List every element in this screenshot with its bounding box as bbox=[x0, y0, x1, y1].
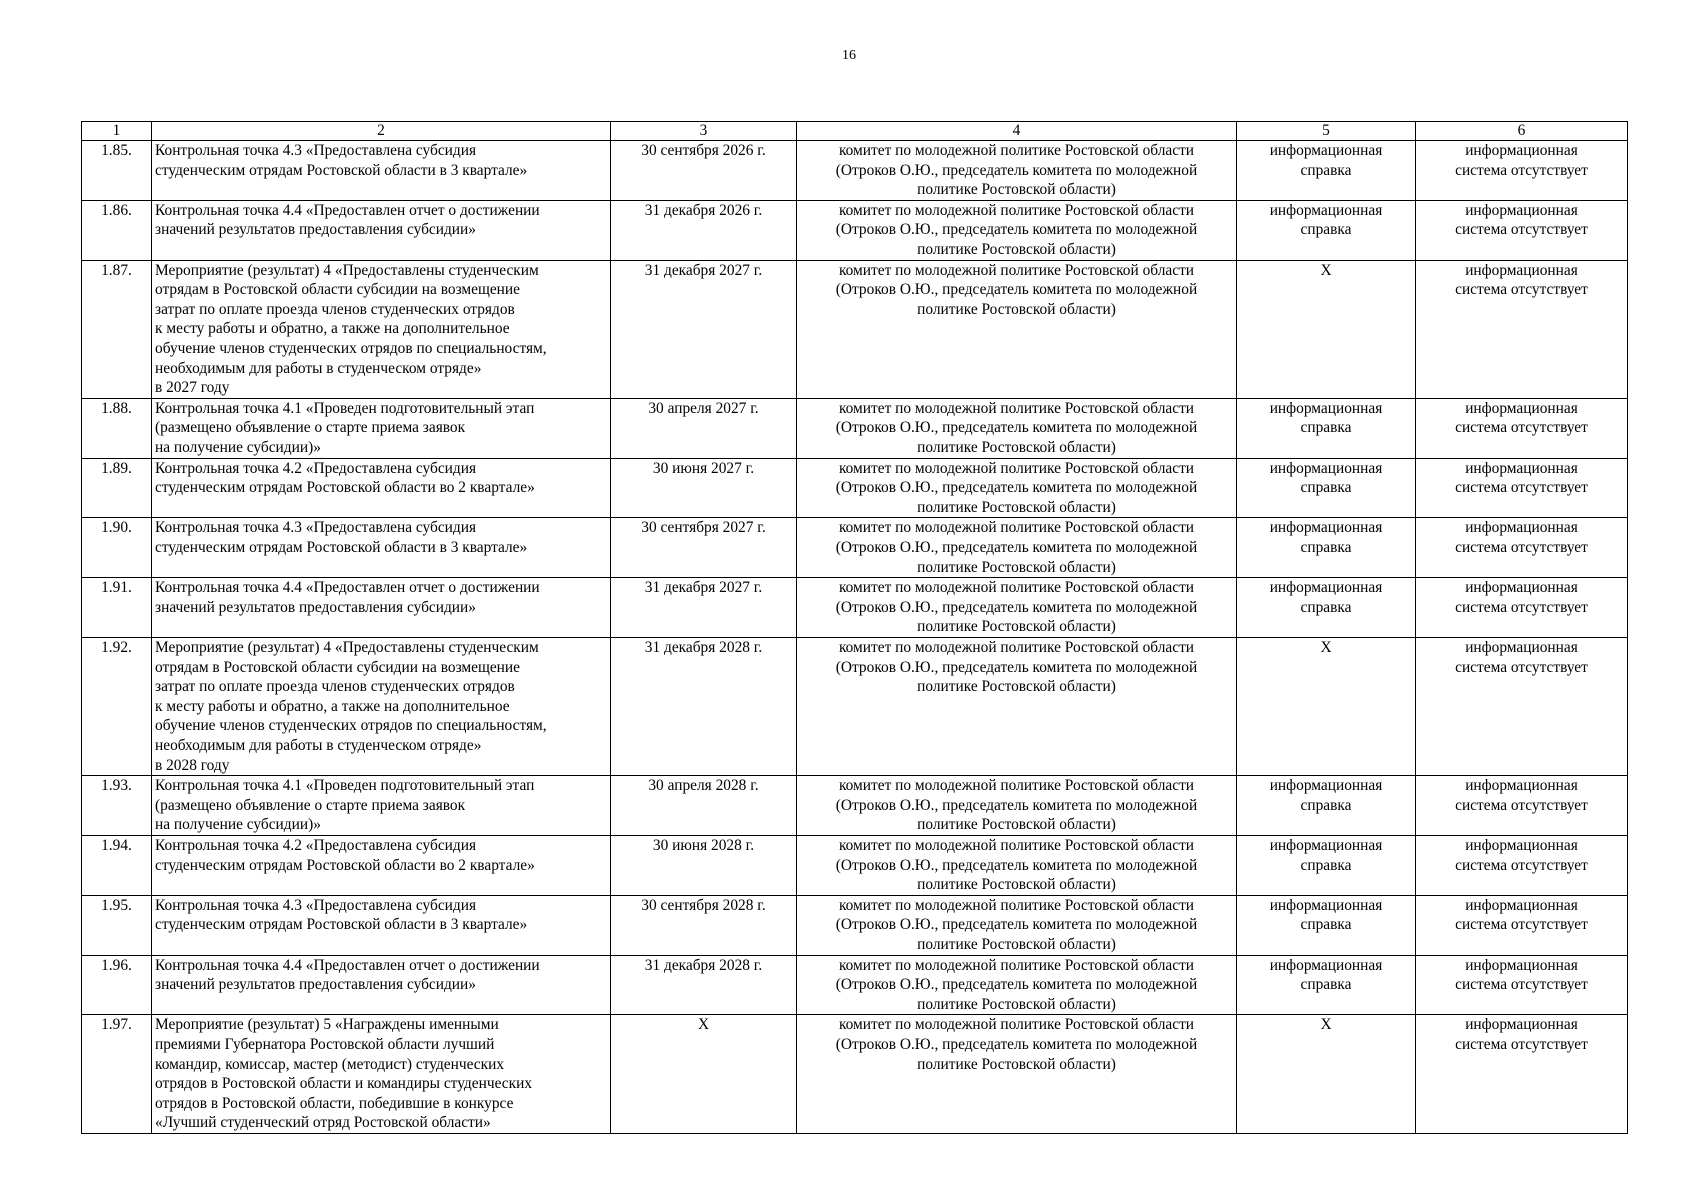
event-name-cell bbox=[152, 398, 611, 458]
responsible-line: (Отроков О.Ю., председатель комитета по молодежной bbox=[835, 538, 1198, 556]
responsible-cell bbox=[797, 200, 1237, 260]
event-name-line: Контрольная точка 4.3 «Предоставлена субсидия bbox=[155, 142, 477, 159]
table-row bbox=[82, 200, 1628, 260]
plan-table-body bbox=[82, 122, 1628, 1134]
event-name-line: Контрольная точка 4.2 «Предоставлена субсидия bbox=[155, 459, 477, 477]
responsible-line: политике Ростовской области) bbox=[917, 438, 1116, 456]
responsible-line: (Отроков О.Ю., председатель комитета по молодежной bbox=[835, 281, 1198, 299]
row-number-cell: 1.91. bbox=[82, 578, 152, 638]
page-number: 16 bbox=[842, 48, 856, 63]
responsible-cell bbox=[797, 398, 1237, 458]
responsible-cell bbox=[797, 260, 1237, 398]
row-number-cell: 1.96. bbox=[82, 955, 152, 1015]
responsible-cell bbox=[797, 578, 1237, 638]
responsible-line: (Отроков О.Ю., председатель комитета по молодежной bbox=[835, 479, 1198, 497]
info-system-cell bbox=[1416, 141, 1628, 201]
document-line: информационная bbox=[1269, 142, 1383, 159]
table-row bbox=[82, 141, 1628, 201]
deadline-cell: 30 сентября 2028 г. bbox=[611, 895, 797, 955]
responsible-cell bbox=[797, 955, 1237, 1015]
info-system-line: система отсутствует bbox=[1455, 161, 1588, 179]
document-line: информационная bbox=[1269, 519, 1383, 537]
table-row bbox=[82, 776, 1628, 836]
responsible-cell bbox=[797, 637, 1237, 775]
info-system-line: информационная bbox=[1465, 519, 1578, 537]
document-line: информационная bbox=[1269, 777, 1383, 795]
info-system-line: система отсутствует bbox=[1455, 796, 1588, 814]
responsible-line: политике Ростовской области) bbox=[917, 678, 1116, 696]
info-system-line: система отсутствует bbox=[1455, 976, 1588, 994]
document-cell bbox=[1237, 578, 1416, 638]
event-name-line: к месту работы и обратно, а также на дополнительное bbox=[155, 697, 510, 715]
row-number-cell: 1.89. bbox=[82, 458, 152, 518]
row-number-cell: 1.95. bbox=[82, 895, 152, 955]
deadline-cell: 31 декабря 2026 г. bbox=[611, 200, 797, 260]
responsible-line: (Отроков О.Ю., председатель комитета по молодежной bbox=[835, 598, 1198, 616]
document-line: справка bbox=[1300, 538, 1352, 556]
document-line: информационная bbox=[1269, 459, 1383, 477]
info-system-line: система отсутствует bbox=[1455, 538, 1588, 556]
event-name-line: на получение субсидии)» bbox=[155, 438, 321, 456]
deadline-cell: X bbox=[611, 1015, 797, 1134]
responsible-line: комитет по молодежной политике Ростовской области bbox=[838, 399, 1195, 417]
info-system-cell bbox=[1416, 637, 1628, 775]
responsible-cell bbox=[797, 518, 1237, 578]
responsible-cell bbox=[797, 1015, 1237, 1134]
info-system-line: система отсутствует bbox=[1455, 658, 1588, 676]
document-cell bbox=[1237, 1015, 1416, 1134]
info-system-cell bbox=[1416, 1015, 1628, 1134]
row-number-cell: 1.93. bbox=[82, 776, 152, 836]
info-system-line: информационная bbox=[1465, 399, 1578, 417]
document-cell bbox=[1237, 518, 1416, 578]
event-name-line: студенческим отрядам Ростовской области во 2 квартале» bbox=[155, 856, 535, 874]
event-name-line: «Лучший студенческий отряд Ростовской области» bbox=[155, 1114, 491, 1132]
event-name-line: на получение субсидии)» bbox=[155, 816, 321, 834]
responsible-line: (Отроков О.Ю., председатель комитета по молодежной bbox=[835, 916, 1198, 934]
responsible-cell bbox=[797, 776, 1237, 836]
info-system-line: система отсутствует bbox=[1455, 281, 1588, 299]
row-number-cell: 1.94. bbox=[82, 835, 152, 895]
responsible-line: политике Ростовской области) bbox=[917, 558, 1116, 576]
table-row bbox=[82, 260, 1628, 398]
event-name-line: студенческим отрядам Ростовской области в 3 квартале» bbox=[155, 916, 528, 934]
info-system-line: информационная bbox=[1465, 896, 1578, 914]
event-name-line: затрат по оплате проезда членов студенческих отрядов bbox=[155, 678, 515, 696]
responsible-line: (Отроков О.Ю., председатель комитета по молодежной bbox=[835, 976, 1198, 994]
row-number-cell: 1.90. bbox=[82, 518, 152, 578]
document-cell bbox=[1237, 458, 1416, 518]
deadline-cell: 31 декабря 2027 г. bbox=[611, 260, 797, 398]
info-system-cell bbox=[1416, 955, 1628, 1015]
document-line: X bbox=[1320, 638, 1332, 656]
responsible-cell bbox=[797, 835, 1237, 895]
table-header-row bbox=[82, 122, 1628, 141]
deadline-cell: 31 декабря 2027 г. bbox=[611, 578, 797, 638]
document-line: справка bbox=[1300, 419, 1352, 437]
info-system-line: информационная bbox=[1465, 201, 1578, 219]
responsible-line: (Отроков О.Ю., председатель комитета по молодежной bbox=[835, 1035, 1198, 1053]
document-line: X bbox=[1320, 261, 1332, 279]
responsible-line: политике Ростовской области) bbox=[917, 181, 1116, 199]
event-name-line: отрядов в Ростовской области, победившие в конкурсе bbox=[155, 1094, 514, 1112]
deadline-cell: 30 апреля 2028 г. bbox=[611, 776, 797, 836]
info-system-cell bbox=[1416, 895, 1628, 955]
deadline-cell: 30 июня 2027 г. bbox=[611, 458, 797, 518]
event-name-cell bbox=[152, 835, 611, 895]
responsible-line: политике Ростовской области) bbox=[917, 935, 1116, 953]
info-system-line: информационная bbox=[1465, 638, 1578, 656]
document-cell bbox=[1237, 260, 1416, 398]
responsible-cell bbox=[797, 895, 1237, 955]
event-name-cell bbox=[152, 458, 611, 518]
event-name-line: затрат по оплате проезда членов студенческих отрядов bbox=[155, 300, 515, 318]
document-line: информационная bbox=[1269, 896, 1383, 914]
event-name-line: в 2028 году bbox=[155, 756, 230, 774]
table-row bbox=[82, 955, 1628, 1015]
info-system-cell bbox=[1416, 578, 1628, 638]
event-name-line: Контрольная точка 4.4 «Предоставлен отчет о достижении bbox=[155, 956, 540, 974]
plan-table bbox=[81, 121, 1628, 1134]
table-row bbox=[82, 578, 1628, 638]
event-name-line: отрядам в Ростовской области субсидии на возмещение bbox=[155, 658, 520, 676]
document-line: X bbox=[1320, 1016, 1332, 1034]
document-line: информационная bbox=[1269, 201, 1383, 219]
table-row bbox=[82, 1015, 1628, 1134]
info-system-line: информационная bbox=[1465, 142, 1578, 159]
info-system-line: система отсутствует bbox=[1455, 479, 1588, 497]
event-name-cell bbox=[152, 955, 611, 1015]
responsible-line: комитет по молодежной политике Ростовской области bbox=[838, 261, 1195, 279]
event-name-cell bbox=[152, 141, 611, 201]
document-line: справка bbox=[1300, 856, 1352, 874]
document-line: информационная bbox=[1269, 956, 1383, 974]
responsible-line: комитет по молодежной политике Ростовской области bbox=[838, 836, 1195, 854]
event-name-cell bbox=[152, 200, 611, 260]
document-cell bbox=[1237, 637, 1416, 775]
info-system-line: система отсутствует bbox=[1455, 1035, 1588, 1053]
row-number-cell: 1.85. bbox=[82, 141, 152, 201]
table-row bbox=[82, 637, 1628, 775]
info-system-cell bbox=[1416, 200, 1628, 260]
header-cell: 5 bbox=[1237, 122, 1416, 141]
responsible-cell bbox=[797, 458, 1237, 518]
event-name-line: значений результатов предоставления субсидии» bbox=[155, 976, 476, 994]
responsible-line: комитет по молодежной политике Ростовской области bbox=[838, 1016, 1195, 1034]
info-system-line: информационная bbox=[1465, 261, 1578, 279]
info-system-line: система отсутствует bbox=[1455, 598, 1588, 616]
info-system-line: система отсутствует bbox=[1455, 221, 1588, 239]
event-name-line: Контрольная точка 4.3 «Предоставлена субсидия bbox=[155, 519, 477, 537]
info-system-cell bbox=[1416, 835, 1628, 895]
event-name-line: командир, комиссар, мастер (методист) студенческих bbox=[155, 1055, 505, 1073]
info-system-line: информационная bbox=[1465, 459, 1578, 477]
header-cell: 6 bbox=[1416, 122, 1628, 141]
header-cell: 4 bbox=[797, 122, 1237, 141]
table-row bbox=[82, 398, 1628, 458]
event-name-line: необходимым для работы в студенческом отряде» bbox=[155, 736, 482, 754]
header-cell: 3 bbox=[611, 122, 797, 141]
responsible-line: (Отроков О.Ю., председатель комитета по молодежной bbox=[835, 221, 1198, 239]
event-name-line: отрядов в Ростовской области и командиры студенческих bbox=[155, 1075, 533, 1093]
info-system-cell bbox=[1416, 518, 1628, 578]
document-cell bbox=[1237, 398, 1416, 458]
event-name-line: Мероприятие (результат) 5 «Награждены именными bbox=[155, 1016, 499, 1034]
event-name-line: студенческим отрядам Ростовской области в 3 квартале» bbox=[155, 538, 528, 556]
event-name-cell bbox=[152, 1015, 611, 1134]
event-name-line: Контрольная точка 4.4 «Предоставлен отчет о достижении bbox=[155, 579, 540, 597]
event-name-line: (размещено объявление о старте приема заявок bbox=[155, 419, 466, 437]
event-name-line: студенческим отрядам Ростовской области во 2 квартале» bbox=[155, 479, 535, 497]
responsible-line: комитет по молодежной политике Ростовской области bbox=[838, 201, 1195, 219]
info-system-line: информационная bbox=[1465, 777, 1578, 795]
responsible-line: комитет по молодежной политике Ростовской области bbox=[838, 638, 1195, 656]
deadline-cell: 30 сентября 2027 г. bbox=[611, 518, 797, 578]
table-row bbox=[82, 518, 1628, 578]
row-number-cell: 1.92. bbox=[82, 637, 152, 775]
document-cell bbox=[1237, 200, 1416, 260]
event-name-line: значений результатов предоставления субсидии» bbox=[155, 221, 476, 239]
row-number-cell: 1.86. bbox=[82, 200, 152, 260]
deadline-cell: 30 июня 2028 г. bbox=[611, 835, 797, 895]
document-line: информационная bbox=[1269, 399, 1383, 417]
document-line: справка bbox=[1300, 976, 1352, 994]
document-line: справка bbox=[1300, 916, 1352, 934]
event-name-line: в 2027 году bbox=[155, 379, 230, 397]
event-name-line: к месту работы и обратно, а также на дополнительное bbox=[155, 320, 510, 338]
document-line: справка bbox=[1300, 796, 1352, 814]
event-name-line: Контрольная точка 4.4 «Предоставлен отчет о достижении bbox=[155, 201, 540, 219]
responsible-line: комитет по молодежной политике Ростовской области bbox=[838, 459, 1195, 477]
header-cell: 2 bbox=[152, 122, 611, 141]
event-name-line: необходимым для работы в студенческом отряде» bbox=[155, 359, 482, 377]
event-name-line: Контрольная точка 4.1 «Проведен подготовительный этап bbox=[155, 777, 535, 795]
event-name-line: (размещено объявление о старте приема заявок bbox=[155, 796, 466, 814]
event-name-cell bbox=[152, 895, 611, 955]
event-name-line: Мероприятие (результат) 4 «Предоставлены студенческим bbox=[155, 638, 539, 656]
event-name-line: студенческим отрядам Ростовской области в 3 квартале» bbox=[155, 161, 528, 179]
info-system-line: система отсутствует bbox=[1455, 856, 1588, 874]
document-line: справка bbox=[1300, 479, 1352, 497]
deadline-cell: 30 сентября 2026 г. bbox=[611, 141, 797, 201]
info-system-line: информационная bbox=[1465, 956, 1578, 974]
deadline-cell: 31 декабря 2028 г. bbox=[611, 637, 797, 775]
info-system-line: система отсутствует bbox=[1455, 916, 1588, 934]
responsible-line: политике Ростовской области) bbox=[917, 240, 1116, 258]
event-name-line: обучение членов студенческих отрядов по специальностям, bbox=[155, 717, 547, 735]
responsible-line: политике Ростовской области) bbox=[917, 995, 1116, 1013]
document-line: информационная bbox=[1269, 579, 1383, 597]
deadline-cell: 30 апреля 2027 г. bbox=[611, 398, 797, 458]
table-row bbox=[82, 835, 1628, 895]
responsible-line: комитет по молодежной политике Ростовской области bbox=[838, 579, 1195, 597]
deadline-cell: 31 декабря 2028 г. bbox=[611, 955, 797, 1015]
table-row bbox=[82, 895, 1628, 955]
info-system-cell bbox=[1416, 776, 1628, 836]
responsible-line: политике Ростовской области) bbox=[917, 816, 1116, 834]
info-system-line: информационная bbox=[1465, 1016, 1578, 1034]
event-name-line: премиями Губернатора Ростовской области лучший bbox=[155, 1035, 495, 1053]
event-name-cell bbox=[152, 260, 611, 398]
event-name-cell bbox=[152, 578, 611, 638]
info-system-cell bbox=[1416, 458, 1628, 518]
responsible-line: комитет по молодежной политике Ростовской области bbox=[838, 142, 1195, 159]
document-cell bbox=[1237, 895, 1416, 955]
responsible-line: (Отроков О.Ю., председатель комитета по молодежной bbox=[835, 856, 1198, 874]
document-cell bbox=[1237, 141, 1416, 201]
responsible-line: (Отроков О.Ю., председатель комитета по молодежной bbox=[835, 419, 1198, 437]
event-name-line: Мероприятие (результат) 4 «Предоставлены студенческим bbox=[155, 261, 539, 279]
event-name-line: Контрольная точка 4.1 «Проведен подготовительный этап bbox=[155, 399, 535, 417]
event-name-line: Контрольная точка 4.3 «Предоставлена субсидия bbox=[155, 896, 477, 914]
document-cell bbox=[1237, 776, 1416, 836]
event-name-line: отрядам в Ростовской области субсидии на возмещение bbox=[155, 281, 520, 299]
row-number-cell: 1.97. bbox=[82, 1015, 152, 1134]
responsible-line: политике Ростовской области) bbox=[917, 618, 1116, 636]
document-cell bbox=[1237, 955, 1416, 1015]
table-row bbox=[82, 458, 1628, 518]
responsible-line: политике Ростовской области) bbox=[917, 300, 1116, 318]
info-system-line: система отсутствует bbox=[1455, 419, 1588, 437]
event-name-line: значений результатов предоставления субсидии» bbox=[155, 598, 476, 616]
info-system-line: информационная bbox=[1465, 579, 1578, 597]
responsible-line: политике Ростовской области) bbox=[917, 1055, 1116, 1073]
event-name-cell bbox=[152, 637, 611, 775]
info-system-cell bbox=[1416, 398, 1628, 458]
responsible-line: политике Ростовской области) bbox=[917, 876, 1116, 894]
event-name-cell bbox=[152, 776, 611, 836]
info-system-line: информационная bbox=[1465, 836, 1578, 854]
responsible-line: политике Ростовской области) bbox=[917, 498, 1116, 516]
document-line: справка bbox=[1300, 598, 1352, 616]
document-line: информационная bbox=[1269, 836, 1383, 854]
event-name-line: Контрольная точка 4.2 «Предоставлена субсидия bbox=[155, 836, 477, 854]
responsible-line: комитет по молодежной политике Ростовской области bbox=[838, 896, 1195, 914]
header-cell: 1 bbox=[82, 122, 152, 141]
event-name-cell bbox=[152, 518, 611, 578]
document-line: справка bbox=[1300, 161, 1352, 179]
responsible-line: комитет по молодежной политике Ростовской области bbox=[838, 777, 1195, 795]
row-number-cell: 1.88. bbox=[82, 398, 152, 458]
responsible-cell bbox=[797, 141, 1237, 201]
event-name-line: обучение членов студенческих отрядов по специальностям, bbox=[155, 339, 547, 357]
responsible-line: (Отроков О.Ю., председатель комитета по молодежной bbox=[835, 796, 1198, 814]
row-number-cell: 1.87. bbox=[82, 260, 152, 398]
responsible-line: комитет по молодежной политике Ростовской области bbox=[838, 519, 1195, 537]
document-cell bbox=[1237, 835, 1416, 895]
responsible-line: (Отроков О.Ю., председатель комитета по молодежной bbox=[835, 161, 1198, 179]
responsible-line: (Отроков О.Ю., председатель комитета по молодежной bbox=[835, 658, 1198, 676]
info-system-cell bbox=[1416, 260, 1628, 398]
responsible-line: комитет по молодежной политике Ростовской области bbox=[838, 956, 1195, 974]
document-line: справка bbox=[1300, 221, 1352, 239]
